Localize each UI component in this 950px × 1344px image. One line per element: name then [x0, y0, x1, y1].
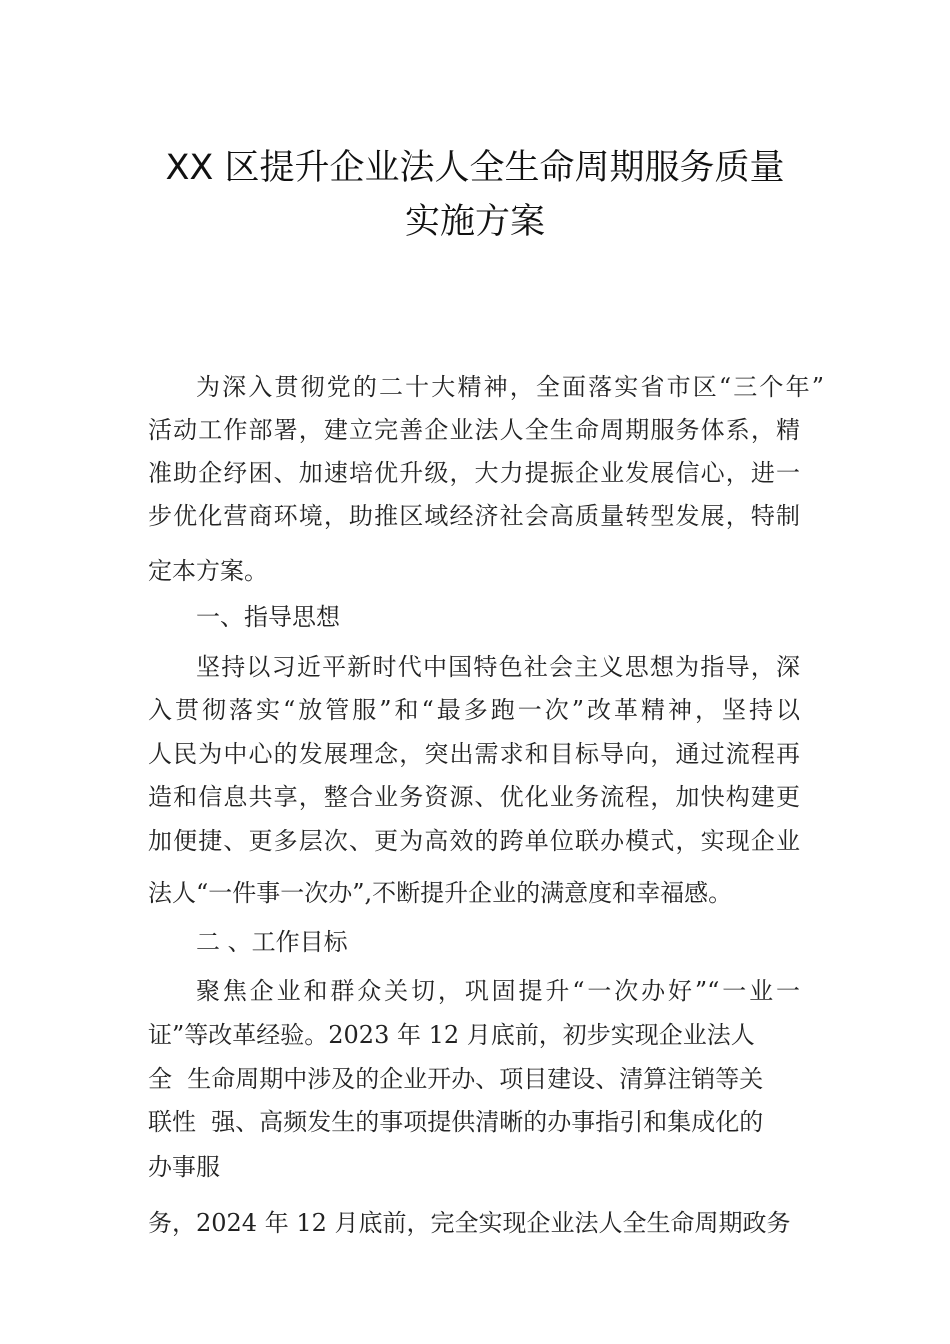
section1-line-1: 坚持以习近平新时代中国特色社会主义思想为指导，深 [196, 653, 800, 681]
section1-line-5: 加便捷、更多层次、更为高效的跨单位联办模式，实现企业 [148, 827, 800, 855]
section2-line-1: 聚焦企业和群众关切，巩固提升“一次办好”“一业一 [196, 977, 800, 1005]
section2-line-2: 证”等改革经验。2023 年 12 月底前，初步实现企业法人 [148, 1021, 755, 1049]
section1-line-6: 法人“一件事一次办”,不断提升企业的满意度和幸福感。 [148, 879, 733, 907]
intro-line-2: 活动工作部署，建立完善企业法人全生命周期服务体系，精 [148, 416, 800, 444]
section-heading-2: 二 、工作目标 [196, 928, 348, 956]
section2-line-3: 全 生命周期中涉及的企业开办、项目建设、清算注销等关 [148, 1065, 764, 1093]
intro-line-3: 准助企纾困、加速培优升级，大力提振企业发展信心，进一 [148, 459, 800, 487]
intro-line-5: 定本方案。 [148, 557, 268, 585]
document-title-line2: 实施方案 [404, 202, 545, 242]
section1-line-4: 造和信息共享，整合业务资源、优化业务流程，加快构建更 [148, 783, 800, 811]
intro-line-1: 为深入贯彻党的二十大精神，全面落实省市区“三个年” [196, 373, 824, 401]
section2-line-5: 办事服 [148, 1153, 220, 1181]
section1-line-3: 人民为中心的发展理念，突出需求和目标导向，通过流程再 [148, 740, 800, 768]
intro-line-4: 步优化营商环境，助推区域经济社会高质量转型发展，特制 [148, 502, 800, 530]
section2-line-6: 务，2024 年 12 月底前，完全实现企业法人全生命周期政务 [148, 1209, 791, 1237]
section-heading-1: 一、指导思想 [196, 603, 340, 631]
section1-line-2: 入贯彻落实“放管服”和“最多跑一次”改革精神，坚持以 [148, 696, 800, 724]
document-title-line1: XX 区提升企业法人全生命周期服务质量 [165, 148, 785, 188]
section2-line-4: 联性 强、高频发生的事项提供清晰的办事指引和集成化的 [148, 1108, 764, 1136]
